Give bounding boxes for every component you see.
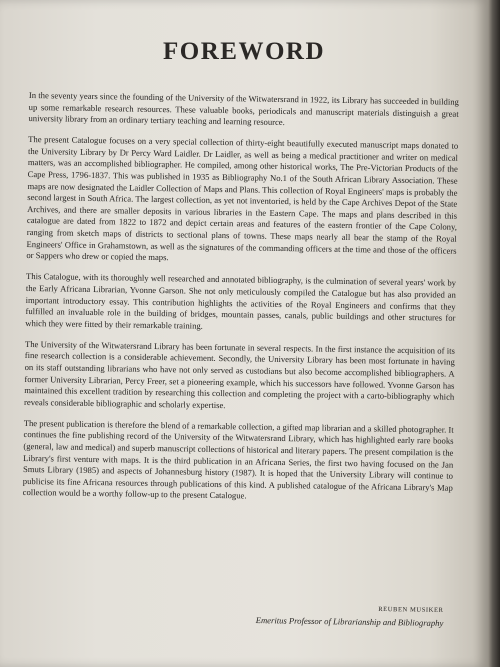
signature-block xyxy=(256,604,444,628)
foreword-body xyxy=(22,90,459,515)
author-title: Emeritus Professor of Librarianship and Bibliography xyxy=(256,615,444,628)
page-title: FOREWORD xyxy=(163,38,325,65)
paragraph-4: The University of the Witwatersrand Library has been fortunate in several respects. In the first instance the acquisition of its fine research collection is a considerable achievement. Secondly, the University Library has been most fortunate in having on its staff outstanding librarians who have not only served as custodians but also become accomplished bibliographers. A former University Librarian, Percy Freer, set a pioneering example, which his successors have followed. Yvonne Garson has maintained this excellent tradition by researching this collection and completing the project with a carto-bibliography which reveals considerable bibliographic and scholarly expertise. xyxy=(24,338,456,410)
paragraph-2: The present Catalogue focuses on a very special collection of thirty-eight beautifully executed manuscript maps donated to the University Library by Dr Percy Ward Laidler. Dr Laidler, as well as being a medical practitioner and writer on medical matters, was an accomplished bibliographer. He compiled, among other historical works, The Pre-Victorian Products of the Cape Press, 1796-1837. This was published in 1935 as Bibliography No.1 of the South African Library Association. These maps are now designated the Laidler Collection of Maps and Plans. This collection of Royal Engineers' maps is probably the second largest in South Africa. The largest collection, as yet not inventoried, is held by the Cape Archives Depot of the State Archives, and there are smaller deposits in various libraries in the Eastern Cape. The maps and plans described in this catalogue are dated from 1822 to 1872 and depict certain areas and features of the eastern frontier of the Cape Colony, ranging from sketch maps of districts to sectional plans of towns. These maps nearly all bear the stamp of the Royal Engineers' Office in Grahamstown, as well as the signatures of the commanding officers at the time and those of the officers or Sappers who drew or copied the maps. xyxy=(26,134,459,263)
paragraph-5: The present publication is therefore the blend of a remarkable collection, a gifted map librarian and a skilled photographer. It continues the fine publishing record of the University of the Witwatersrand Library, which has highlighted early rare books (general, law and medical) and superb manuscript collections of historical and literary papers. The present compilation is the Library's first venture with maps. It is the third publication in an Africana Series, the first two having focused on the Jan Smuts Library (1985) and aspects of Johannesburg history (1987). It is hoped that the University Library will continue to publicise its fine Africana resources through publications of this kind. A published catalogue of the Africana Library's Map collection would be a worthy follow-up to the present Catalogue. xyxy=(22,417,454,501)
page-edge xyxy=(488,0,500,667)
paragraph-1: In the seventy years since the founding of the University of the Witwatersrand in 1922, its Library has succeeded in building up some remarkable research resources. These valuable books, periodicals and manuscript materials distinguish a great university library from an ordinary tertiary teaching and learning resource. xyxy=(28,90,459,128)
paragraph-3: This Catalogue, with its thoroughly well researched and annotated bibliography, is the culmination of several years' work by the Early Africana Librarian, Yvonne Garson. She not only meticulously compiled the Catalogue but has also provided an important introductory essay. This contribution highlights the activities of the Royal Engineers and confirms that they fulfilled an invaluable role in the building of bridges, mountain passes, canals, public buildings and other structures for which they were fitted by their remarkable training. xyxy=(25,271,457,331)
author-name: REUBEN MUSIKER xyxy=(378,605,444,614)
